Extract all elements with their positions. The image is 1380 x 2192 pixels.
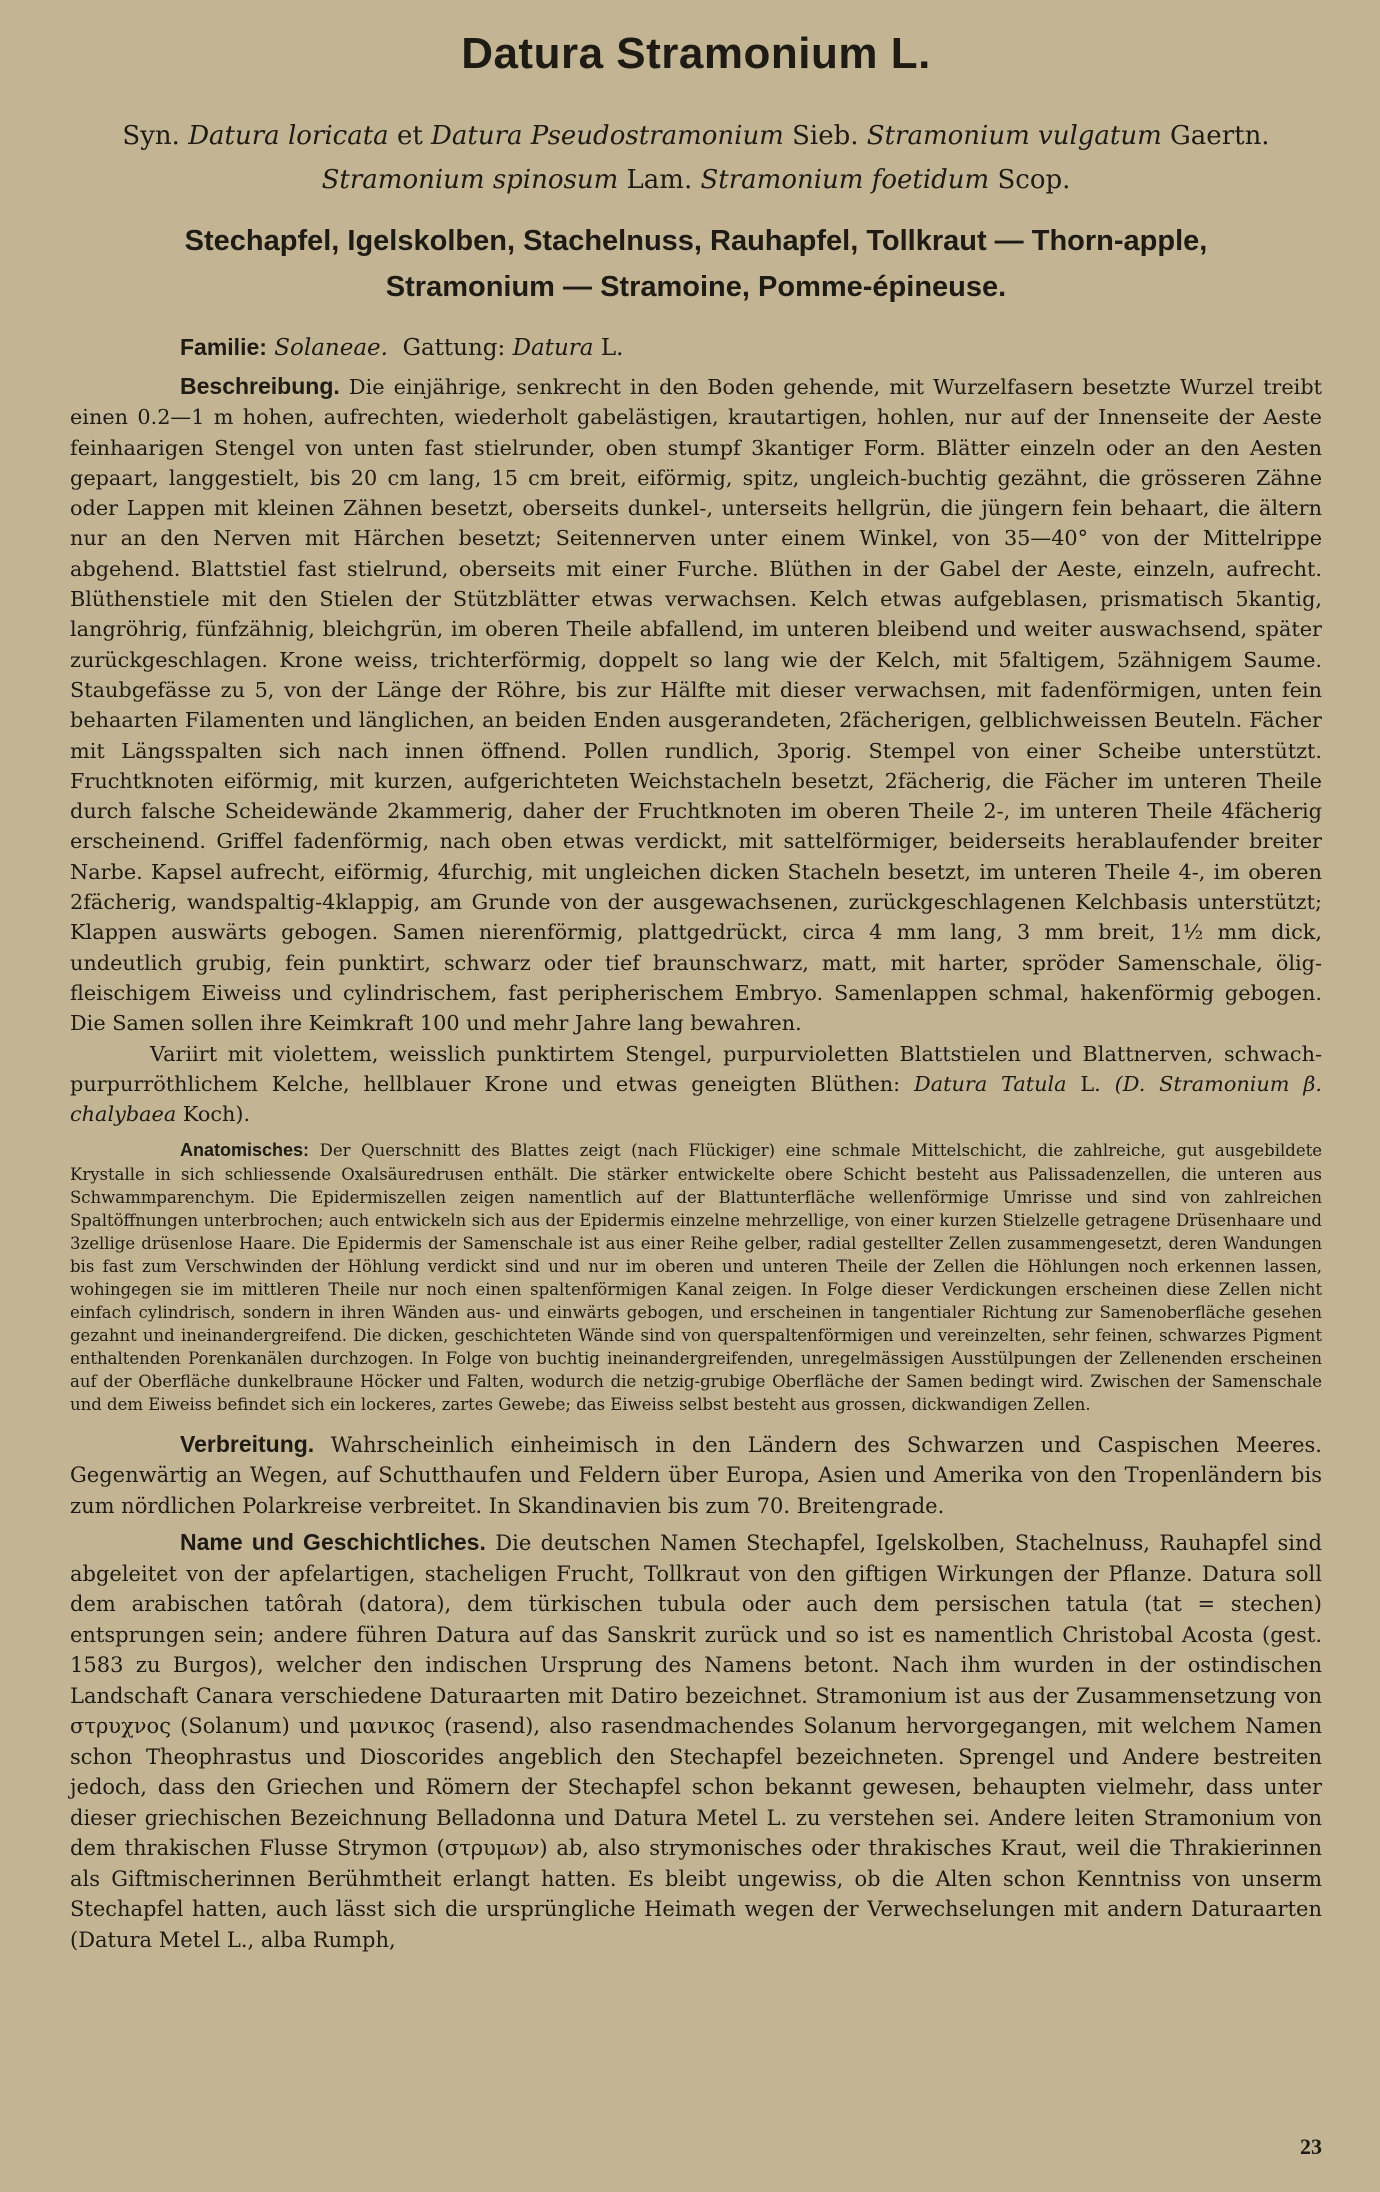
family-value: Solaneae. [274, 335, 388, 361]
syn-author-2: Sieb. [792, 121, 859, 151]
distribution-heading: Verbreitung. [180, 1430, 315, 1457]
variety-synonym: (D. Stramonium β. chalybaea [70, 1071, 1322, 1127]
common-names [70, 218, 1322, 310]
synonym-5: Stramonium foetidum [700, 165, 990, 195]
anatomy-paragraph [70, 1139, 1322, 1416]
genus-label: Gattung: [402, 335, 506, 361]
synonym-2: Datura Pseudostramonium [431, 121, 784, 151]
history-heading: Name und Geschichtliches. [180, 1529, 486, 1556]
family-label: Familie: [180, 334, 267, 360]
description-heading: Beschreibung. [180, 373, 340, 399]
description-text: Die einjährige, senkrecht in den Boden gehende, mit Wurzelfasern besetzte Wurzel treibt einen 0.2—1 m hohen, aufrechten, wiederholt gabelästigen, krautartigen, hohlen, nur auf der Innenseite der Aeste feinhaarigen Stengel von unten fast stielrunder, oben stumpf 3kantiger Form. Blätter einzeln oder an den Aesten gepaart, langgestielt, bis 20 cm lang, 15 cm breit, eiförmig, spitz, ungleich-buchtig gezähnt, die grösseren Zähne oder Lappen mit kleinen Zähnen besetzt, oberseits dunkel-, unterseits hellgrün, die jüngern fein behaart, die ältern nur an den Nerven mit Härchen besetzt; Seitennerven unter einem Winkel, von 35—40° von der Mittelrippe abgehend. Blattstiel fast stielrund, oberseits mit einer Furche. Blüthen in der Gabel der Aeste, einzeln, aufrecht. Blüthenstiele mit den Stielen der Stützblätter etwas verwachsen. Kelch etwas aufgeblasen, prismatisch 5kantig, langröhrig, fünfzähnig, bleichgrün, im oberen Theile abfallend, im unteren bleibend und weiter auswachsend, später zurückgeschlagen. Krone weiss, trichterförmig, doppelt so lang wie der Kelch, mit 5faltigem, 5zähnigem Saume. Staubgefässe zu 5, von der Länge der Röhre, bis zur Hälfte mit dieser verwachsen, mit fadenförmigen, unten fein behaarten Filamenten und länglichen, an beiden Enden ausgerandeten, 2fächerigen, gelblichweissen Beuteln. Fächer mit Längsspalten sich nach innen öffnend. Pollen rundlich, 3porig. Stempel von einer Scheibe unterstützt. Fruchtknoten eiförmig, mit kurzen, aufgerichteten Weichstacheln besetzt, 2fächerig, die Fächer im unteren Theile durch falsche Scheidewände 2kammerig, daher der Fruchtknoten im oberen Theile 2-, im unteren Theile 4fächerig erscheinend. Griffel fadenförmig, nach oben etwas verdickt, mit sattelförmiger, beiderseits herablaufender breiter Narbe. Kapsel aufrecht, eiförmig, 4furchig, mit ungleichen dicken Stacheln besetzt, im unteren Theile 4-, im oberen 2fächerig, wandspaltig-4klappig, am Grunde von der ausgewachsenen, zurückgeschlagenen Kelchbasis unterstützt; Klappen auswärts gebogen. Samen nierenförmig, plattgedrückt, circa 4 mm lang, 3 mm breit, 1½ mm dick, undeutlich grubig, fein punktirt, schwarz oder tief braunschwarz, matt, mit harter, spröder Samenschale, ölig-fleischigem Eiweiss und cylindrischem, fast peripherischem Embryo. Samenlappen schmal, hakenförmig gebogen. Die Samen sollen ihre Keimkraft 100 und mehr Jahre lang bewahren. [70, 375, 1322, 1036]
common-names-line-1: Stechapfel, Igelskolben, Stachelnuss, Rauhapfel, Tollkraut — Thorn-apple, [184, 225, 1208, 257]
syn-prefix: Syn. [122, 121, 180, 151]
distribution-paragraph [70, 1429, 1322, 1522]
synonym-3: Stramonium vulgatum [866, 121, 1162, 151]
variety-paragraph [70, 1039, 1322, 1130]
distribution-text: Wahrscheinlich einheimisch in den Ländern des Schwarzen und Caspischen Meeres. Gegenwärtig an Wegen, auf Schutthaufen und Feldern über Europa, Asien und Amerika von den Tropenländern bis zum nördlichen Polarkreise verbreitet. In Skandinavien bis zum 70. Breitengrade. [70, 1432, 1322, 1518]
history-paragraph [70, 1527, 1322, 1955]
syn-author-5: Scop. [997, 165, 1071, 195]
genus-author: L. [600, 335, 624, 361]
page-title: Datura Stramonium L. [461, 29, 931, 78]
variety-name: Datura Tatula [914, 1071, 1067, 1096]
variety-author: L. [1080, 1071, 1101, 1096]
anatomy-heading: Anatomisches: [180, 1140, 310, 1161]
synonym-1: Datura loricata [188, 121, 389, 151]
syn-author-4: Lam. [626, 165, 693, 195]
family-genus-line [180, 330, 1322, 365]
genus-value: Datura [512, 335, 594, 361]
variety-synonym-author: Koch). [182, 1102, 251, 1127]
description-paragraph [70, 371, 1322, 1039]
synonyms [70, 114, 1322, 202]
page-number: 23 [1300, 2134, 1322, 2159]
history-text: Die deutschen Namen Stechapfel, Igelskolben, Stachelnuss, Rauhapfel sind abgeleitet von der apfelartigen, stacheligen Frucht, Tollkraut von den giftigen Wirkungen der Pflanze. Datura soll dem arabischen tatôrah (datora), dem türkischen tubula oder auch dem persischen tatula (tat = stechen) entsprungen sein; andere führen Datura auf das Sanskrit zurück und so ist es namentlich Christobal Acosta (gest. 1583 zu Burgos), welcher den indischen Ursprung des Namens betont. Nach ihm wurden in der ostindischen Landschaft Canara verschiedene Daturaarten mit Datiro bezeichnet. Stramonium ist aus der Zusammensetzung von στρυχνος (Solanum) und μανικος (rasend), also rasendmachendes Solanum hervorgegangen, mit welchem Namen schon Theophrastus und Dioscorides angeblich den Stechapfel bezeichneten. Sprengel und Andere bestreiten jedoch, dass den Griechen und Römern der Stechapfel schon bekannt gewesen, behaupten vielmehr, dass unter dieser griechischen Bezeichnung Belladonna und Datura Metel L. zu verstehen sei. Andere leiten Stramonium von dem thrakischen Flusse Strymon (στρυμων) ab, also strymonisches oder thrakisches Kraut, weil die Thrakierinnen als Giftmischerinnen Berühmtheit erlangt hatten. Es bleibt ungewiss, ob die Alten schon Kenntniss von unserm Stechapfel hatten, auch lässt sich die ursprüngliche Heimath wegen der Verwechselungen mit andern Daturaarten (Datura Metel L., alba Rumph, [70, 1531, 1322, 1952]
anatomy-text: Der Querschnitt des Blattes zeigt (nach Flückiger) eine schmale Mittelschicht, die zahlreiche, gut ausgebildete Krystalle in sich schliessende Oxalsäuredrusen enthält. Die stärker entwickelte obere Schicht besteht aus Palissadenzellen, die unteren aus Schwammparenchym. Die Epidermiszellen zeigen namentlich auf der Blattunterfläche wellenförmige Umrisse und sind von zahlreichen Spaltöffnungen unterbrochen; auch entwickeln sich aus der Epidermis einzelne mehrzellige, von einer kurzen Stielzelle getragene Drüsenhaare und 3zellige drüsenlose Haare. Die Epidermis der Samenschale ist aus einer Reihe gelber, radial gestellter Zellen zusammengesetzt, deren Wandungen bis fast zum Verschwinden der Höhlung verdickt sind und nur im oberen und unteren Theile der Zellen die Höhlungen noch erkennen lassen, wohingegen sie im mittleren Theile nur noch einen spaltenförmigen Kanal zeigen. In Folge dieser Verdickungen erscheinen diese Zellen nicht einfach cylindrisch, sondern in ihren Wänden aus- und einwärts gebogen, und erscheinen in tangentialer Richtung zur Samenoberfläche gesehen gezahnt und ineinandergreifend. Die dicken, geschichteten Wände sind von querspaltenförmigen und vereinzelten, sehr feinen, schwarzes Pigment enthaltenden Porenkanälen durchzogen. In Folge von buchtig ineinandergreifenden, unregelmässigen Ausstülpungen der Zellenenden erscheinen auf der Oberfläche dunkelbraune Höcker und Falten, wodurch die netzig-grubige Oberfläche der Samen bedingt wird. Zwischen der Samenschale und dem Eiweiss befindet sich ein lockeres, zartes Gewebe; das Eiweiss selbst besteht aus grossen, dickwandigen Zellen. [70, 1141, 1323, 1415]
synonym-4: Stramonium spinosum [321, 165, 619, 195]
syn-connector: et [396, 121, 423, 151]
syn-author-3: Gaertn. [1170, 121, 1270, 151]
common-names-line-2: Stramonium — Stramoine, Pomme-épineuse. [385, 271, 1007, 303]
variety-text: Variirt mit violettem, weisslich punktirtem Stengel, purpurvioletten Blattstielen und Blattnerven, schwach-purpurröthlichem Kelche, hellblauer Krone und etwas geneigten Blüthen: [70, 1041, 1322, 1096]
